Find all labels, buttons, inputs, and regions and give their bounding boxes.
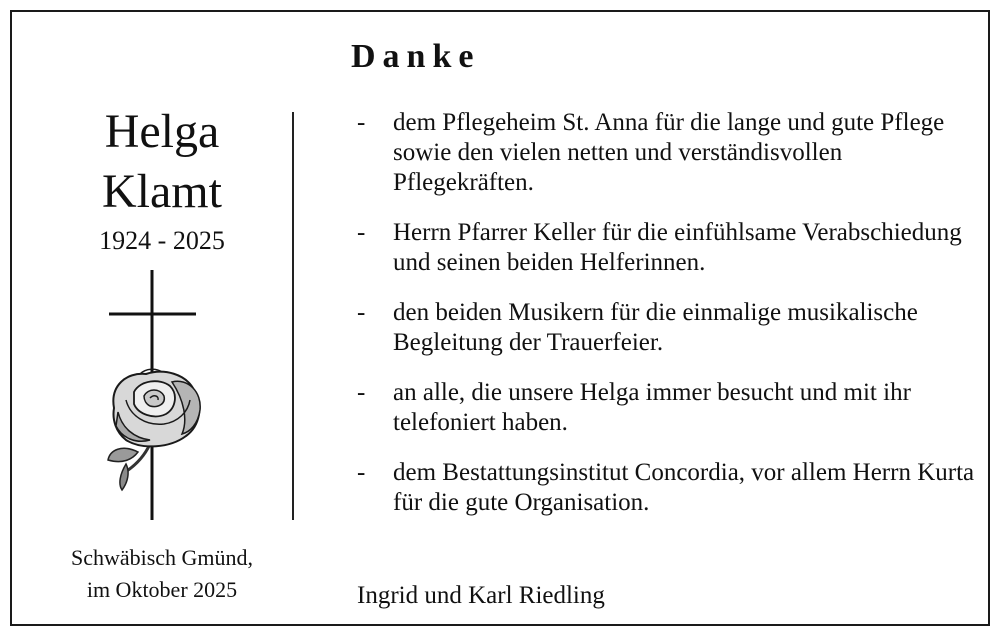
list-item [357, 458, 977, 518]
life-years: 1924 - 2025 [99, 226, 225, 255]
place-line-1: Schwäbisch Gmünd, [70, 545, 254, 570]
list-item-text: Herrn Pfarrer Keller für die einfühlsame Verabschiedung und seinen beiden Helferinnen. [393, 219, 962, 276]
list-item [357, 108, 977, 198]
cross-icon [22, 12, 302, 532]
left-column [22, 12, 302, 628]
list-item-text: an alle, die unsere Helga immer besucht und mit ihr telefoniert haben. [393, 379, 911, 436]
last-name: Klamt [102, 165, 222, 218]
thanks-list [357, 108, 977, 538]
list-item-text: dem Pflegeheim St. Anna für die lange und gute Pflege sowie den vielen netten und verständisvollen Pflegekräften. [393, 109, 945, 196]
obituary-card [10, 10, 990, 626]
list-item-text: dem Bestattungsinstitut Concordia, vor allem Herrn Kurta für die gute Organisation. [393, 459, 975, 516]
place-line-2: im Oktober 2025 [86, 577, 238, 602]
signature: Ingrid und Karl Riedling [357, 582, 605, 609]
first-name: Helga [104, 105, 220, 158]
list-dash: - [357, 459, 366, 486]
list-item [357, 298, 977, 358]
list-dash: - [357, 379, 366, 406]
rose-icon [108, 369, 200, 490]
list-item [357, 378, 977, 438]
list-dash: - [357, 109, 366, 136]
place-and-date [22, 542, 302, 606]
page-title: Danke [351, 38, 481, 75]
list-item [357, 218, 977, 278]
list-dash: - [357, 219, 366, 246]
list-item-text: den beiden Musikern für die einmalige musikalische Begleitung der Trauerfeier. [393, 299, 918, 356]
vertical-divider [292, 112, 294, 520]
list-dash: - [357, 299, 366, 326]
